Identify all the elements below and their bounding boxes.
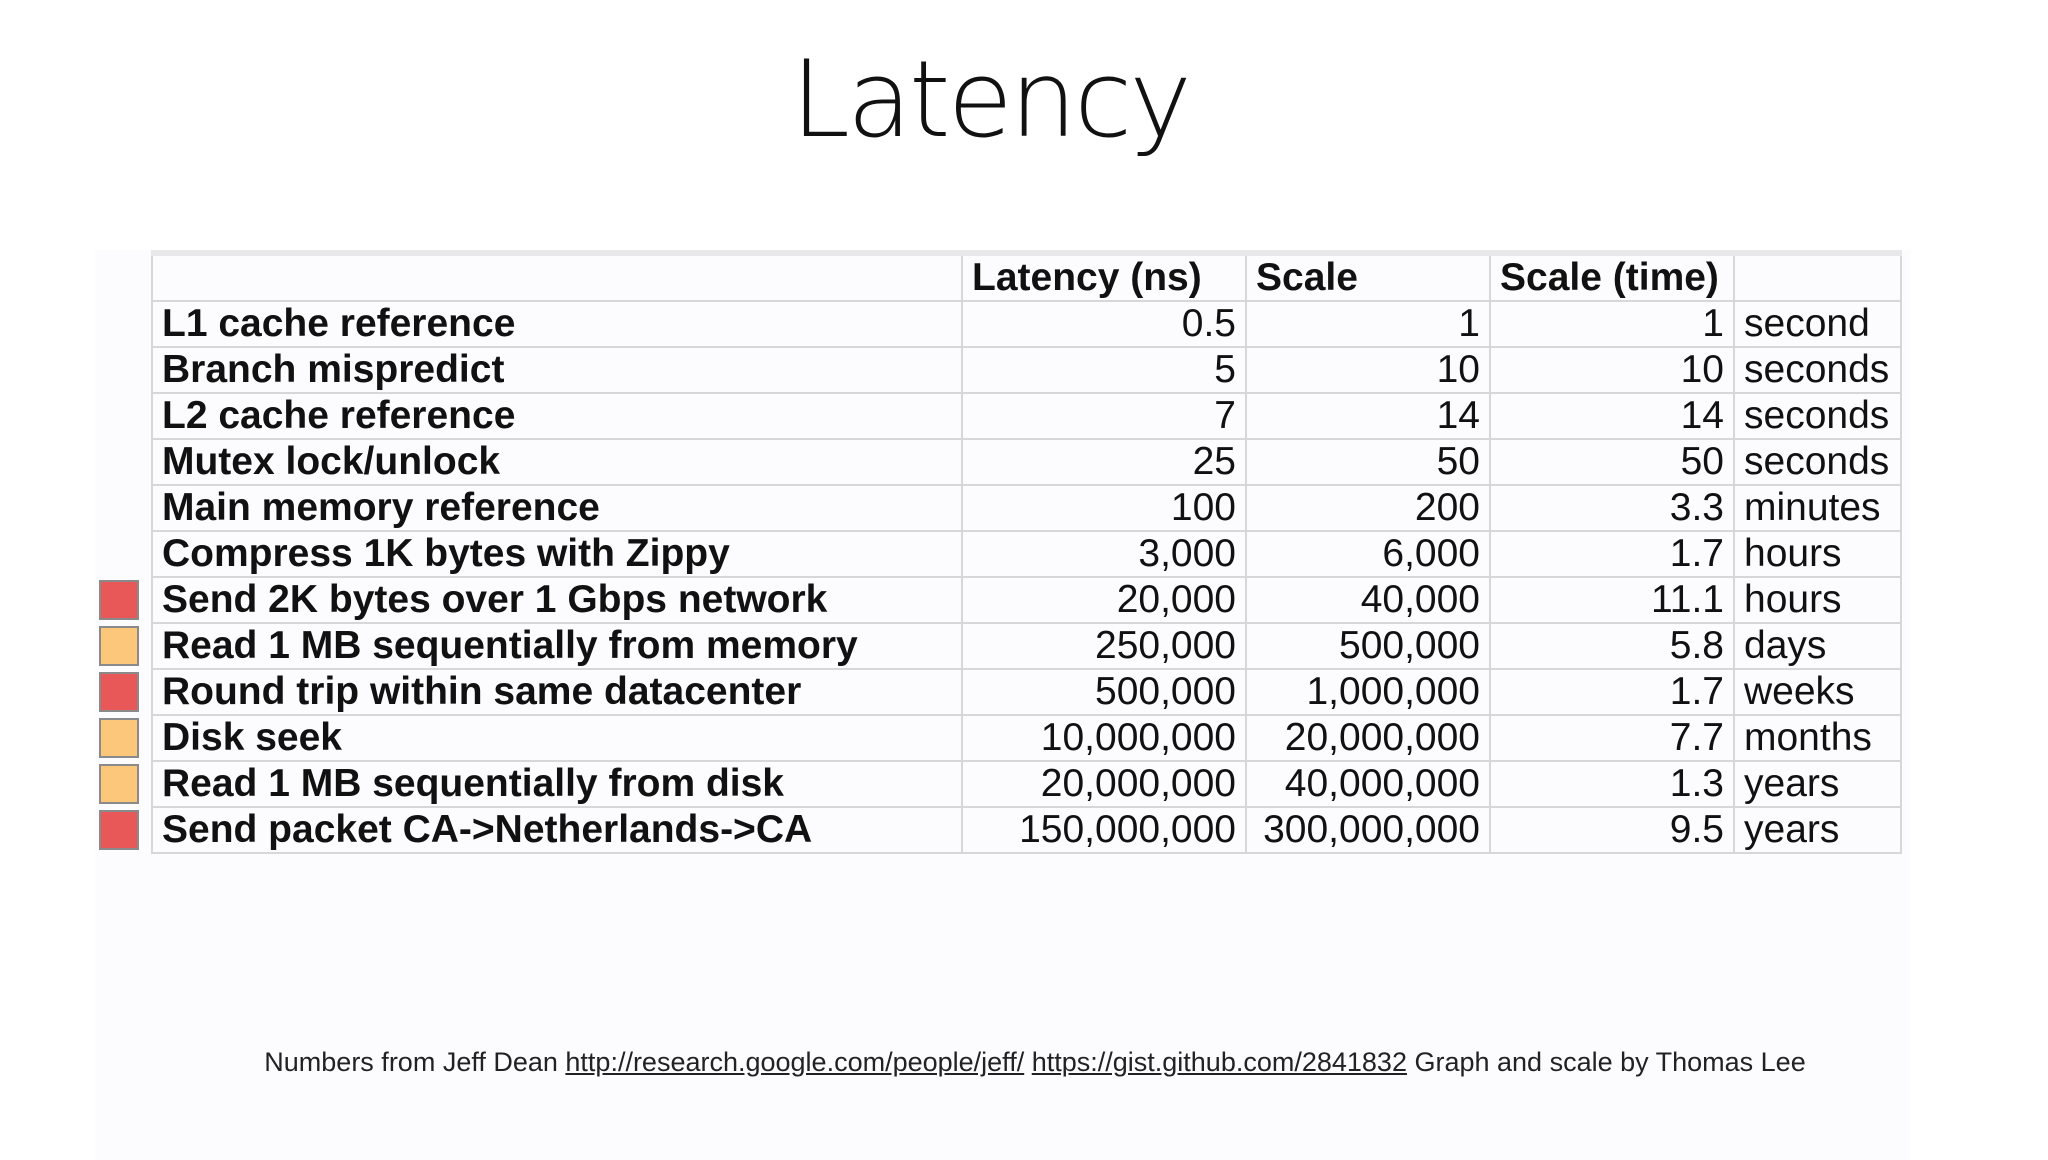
scale-time-cell: 10 [1490,347,1734,393]
header-scale: Scale [1246,253,1490,301]
scale-time-cell: 1 [1490,301,1734,347]
scale-cell: 300,000,000 [1246,807,1490,853]
latency-cell: 250,000 [962,623,1246,669]
table-row [152,807,1901,853]
table-row [152,347,1901,393]
header-unit [1734,253,1901,301]
header-operation [152,253,962,301]
latency-table [151,250,1902,854]
scale-time-cell: 5.8 [1490,623,1734,669]
latency-cell: 7 [962,393,1246,439]
scale-time-cell: 14 [1490,393,1734,439]
latency-cell: 20,000,000 [962,761,1246,807]
row-marker [99,718,139,758]
scale-time-cell: 50 [1490,439,1734,485]
operation-cell: L2 cache reference [152,393,962,439]
unit-cell: hours [1734,531,1901,577]
scale-cell: 50 [1246,439,1490,485]
scale-cell: 200 [1246,485,1490,531]
scale-cell: 1,000,000 [1246,669,1490,715]
latency-cell: 25 [962,439,1246,485]
latency-cell: 5 [962,347,1246,393]
unit-cell: second [1734,301,1901,347]
operation-cell: Compress 1K bytes with Zippy [152,531,962,577]
table-row [152,577,1901,623]
operation-cell: Read 1 MB sequentially from disk [152,761,962,807]
operation-cell: Send packet CA->Netherlands->CA [152,807,962,853]
unit-cell: years [1734,761,1901,807]
unit-cell: weeks [1734,669,1901,715]
table-row [152,669,1901,715]
table-row [152,761,1901,807]
row-marker [99,672,139,712]
scale-time-cell: 1.7 [1490,531,1734,577]
header-row [152,253,1901,301]
gist-link[interactable]: https://gist.github.com/2841832 [1031,1047,1407,1077]
scale-cell: 40,000 [1246,577,1490,623]
row-marker [99,626,139,666]
operation-cell: Disk seek [152,715,962,761]
unit-cell: years [1734,807,1901,853]
latency-cell: 0.5 [962,301,1246,347]
header-latency: Latency (ns) [962,253,1246,301]
operation-cell: Main memory reference [152,485,962,531]
header-scale-time: Scale (time) [1490,253,1734,301]
table-row [152,393,1901,439]
latency-cell: 500,000 [962,669,1246,715]
scale-time-cell: 9.5 [1490,807,1734,853]
scale-cell: 6,000 [1246,531,1490,577]
operation-cell: Branch mispredict [152,347,962,393]
scale-time-cell: 11.1 [1490,577,1734,623]
jeff-dean-link[interactable]: http://research.google.com/people/jeff/ [565,1047,1025,1077]
latency-cell: 10,000,000 [962,715,1246,761]
footer-suffix: Graph and scale by Thomas Lee [1406,1047,1806,1077]
operation-cell: L1 cache reference [152,301,962,347]
credits-footer [0,1047,2048,1078]
scale-time-cell: 1.3 [1490,761,1734,807]
operation-cell: Send 2K bytes over 1 Gbps network [152,577,962,623]
table-row [152,301,1901,347]
latency-cell: 100 [962,485,1246,531]
row-marker [99,764,139,804]
scale-cell: 40,000,000 [1246,761,1490,807]
footer-prefix: Numbers from Jeff Dean [264,1047,566,1077]
unit-cell: minutes [1734,485,1901,531]
table-row [152,439,1901,485]
operation-cell: Read 1 MB sequentially from memory [152,623,962,669]
latency-cell: 150,000,000 [962,807,1246,853]
unit-cell: months [1734,715,1901,761]
latency-cell: 20,000 [962,577,1246,623]
unit-cell: seconds [1734,393,1901,439]
unit-cell: hours [1734,577,1901,623]
row-marker [99,580,139,620]
table-row [152,623,1901,669]
operation-cell: Round trip within same datacenter [152,669,962,715]
scale-time-cell: 7.7 [1490,715,1734,761]
scale-cell: 500,000 [1246,623,1490,669]
latency-cell: 3,000 [962,531,1246,577]
row-marker [99,810,139,850]
scale-time-cell: 3.3 [1490,485,1734,531]
scale-cell: 20,000,000 [1246,715,1490,761]
slide-title: Latency [791,38,1189,161]
scale-cell: 1 [1246,301,1490,347]
unit-cell: days [1734,623,1901,669]
table-row [152,531,1901,577]
unit-cell: seconds [1734,439,1901,485]
scale-cell: 10 [1246,347,1490,393]
operation-cell: Mutex lock/unlock [152,439,962,485]
scale-cell: 14 [1246,393,1490,439]
scale-time-cell: 1.7 [1490,669,1734,715]
unit-cell: seconds [1734,347,1901,393]
table-row [152,485,1901,531]
table-row [152,715,1901,761]
